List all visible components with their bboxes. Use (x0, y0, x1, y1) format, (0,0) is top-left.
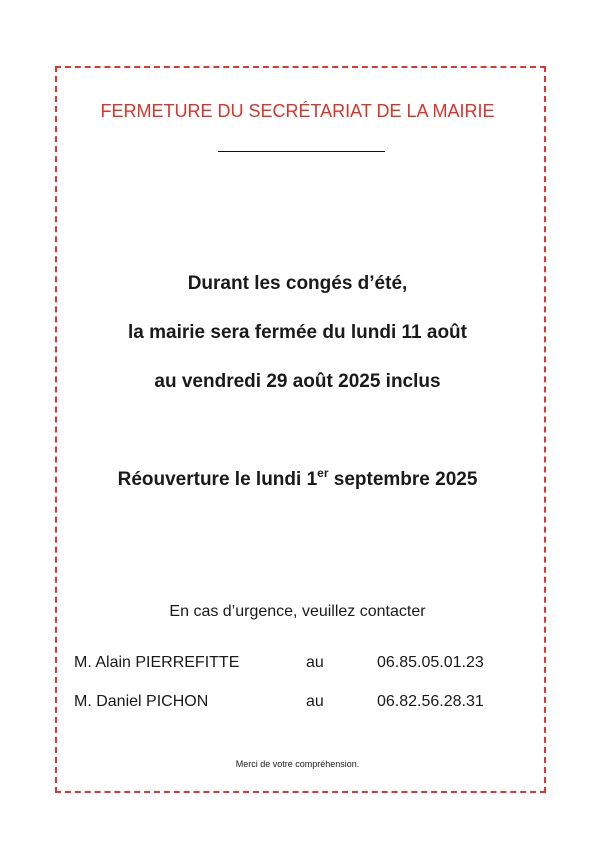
contact-name: M. Alain PIERREFITTE (74, 654, 240, 671)
contact-row (0, 654, 595, 676)
dashed-border-frame (55, 66, 546, 793)
thank-you-note: Merci de votre compréhension. (235, 759, 360, 769)
contact-au: au (306, 654, 324, 671)
reopening-suffix: septembre 2025 (328, 469, 478, 490)
contact-phone: 06.82.56.28.31 (377, 693, 484, 710)
reopening-line (0, 465, 595, 491)
contact-name: M. Daniel PICHON (74, 693, 209, 710)
reopening-prefix: Réouverture le lundi 1 (117, 469, 318, 490)
contact-row (0, 693, 595, 715)
reopening-superscript: er (317, 465, 329, 480)
closure-line-3: au vendredi 29 août 2025 inclus (154, 371, 441, 392)
closure-line-2: la mairie sera fermée du lundi 11 août (128, 322, 467, 343)
title-underline-divider (218, 151, 385, 152)
closure-line-1: Durant les congés d’été, (187, 273, 408, 294)
contact-au: au (306, 693, 324, 710)
notice-title: FERMETURE DU SECRÉTARIAT DE LA MAIRIE (100, 101, 495, 121)
emergency-instruction: En cas d’urgence, veuillez contacter (169, 603, 426, 620)
contact-phone: 06.85.05.01.23 (377, 654, 484, 671)
